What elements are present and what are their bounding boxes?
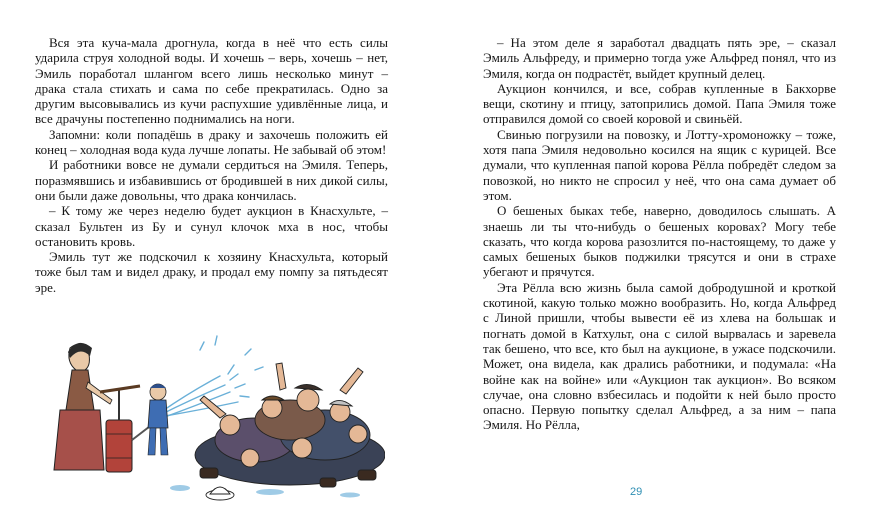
page-number: 29 [630, 486, 643, 498]
left-paragraph-4: – К тому же через неделю будет аукцион в Кнасхульте, – сказал Бультен из Бу и сунул клочок мха в нос, чтобы остановить кровь. [35, 203, 388, 249]
right-paragraph-1: – На этом деле я заработал двадцать пять эре, – сказал Эмиль Альфреду, и примерно тогда уже Альфред понял, что из Эмиля, когда он подрастёт, выйдет крупный делец. [483, 35, 836, 81]
right-paragraph-2: Аукцион кончился, и все, собрав купленные в Бакхорве вещи, скотину и птицу, затопрились домой. Папа Эмиля тоже отправился домой со своей коровой и свиньёй. [483, 80, 836, 127]
woman-figure [54, 343, 112, 470]
boy-figure [148, 384, 168, 455]
right-text-column [483, 35, 836, 433]
right-page [435, 0, 870, 514]
left-text-column [35, 35, 388, 295]
right-paragraph-4: О бешеных быках тебе, наверно, доводилось слышать. А знаешь ли ты что-нибудь о бешеных коровах? Могу тебе сказать, что когда корова разозлится по-настоящему, то даже у самых бешеных быков поджилки трясутся и они в страхе убегают и прячутся. [483, 203, 836, 280]
right-paragraph-3: Свинью погрузили на повозку, и Лотту-хромоножку – тоже, хотя папа Эмиля недовольно косился на ящик с курицей. Все думали, что купленная папой корова Рёлла побредёт следом за повозкой, но никто не спросил у неё, что она сама думает об этом. [483, 126, 836, 203]
left-paragraph-1: Вся эта куча-мала дрогнула, когда в неё что есть силы ударила струя холодной воды. И хочешь – верь, хочешь – нет, Эмиль поработал шлангом всего лишь несколько минут – драка стала стихать и сама по себе прекратилась. Одно за другим высовывались из кучи распухшие удивлённые лица, и все драчуны постепенно поднимались на ноги. [35, 35, 388, 127]
fight-illustration [40, 330, 385, 505]
left-paragraph-5: Эмиль тут же подскочил к хозяину Кнасхульта, который тоже был там и видел драку, и продал ему помпу за пятьдесят эре. [35, 249, 388, 295]
left-paragraph-2: Запомни: коли попадёшь в драку и захочешь положить ей конец – холодная вода куда лучше лопаты. Не забывай об этом! [35, 126, 388, 158]
hat-on-ground [206, 487, 234, 500]
left-paragraph-3: И работники вовсе не думали сердиться на Эмиля. Теперь, поразмявшись и избавившись от бродившей в них дикой силы, они были даже довольны, что драка кончилась. [35, 157, 388, 203]
right-paragraph-5: Эта Рёлла всю жизнь была самой добродушной и кроткой скотиной, какую только можно вообразить. Но, когда Альфред с Линой пришли, чтобы вывести её из хлева на большак и погнать домой в Катхульт, она с силой вырвалась и заревела так бешено, что все, кто был на аукционе, в ужасе подскочили. Может, она видела, как дрались работники, и подумала: «На войне как на войне» или «Аукцион так аукцион». Во всяком случае, она словно взбесилась и подойти к ней было просто опасно. Первую попытку сделал Альфред, а за ним – папа Эмиля. Но Рёлла, [483, 279, 836, 433]
fighters-pile [195, 363, 385, 487]
